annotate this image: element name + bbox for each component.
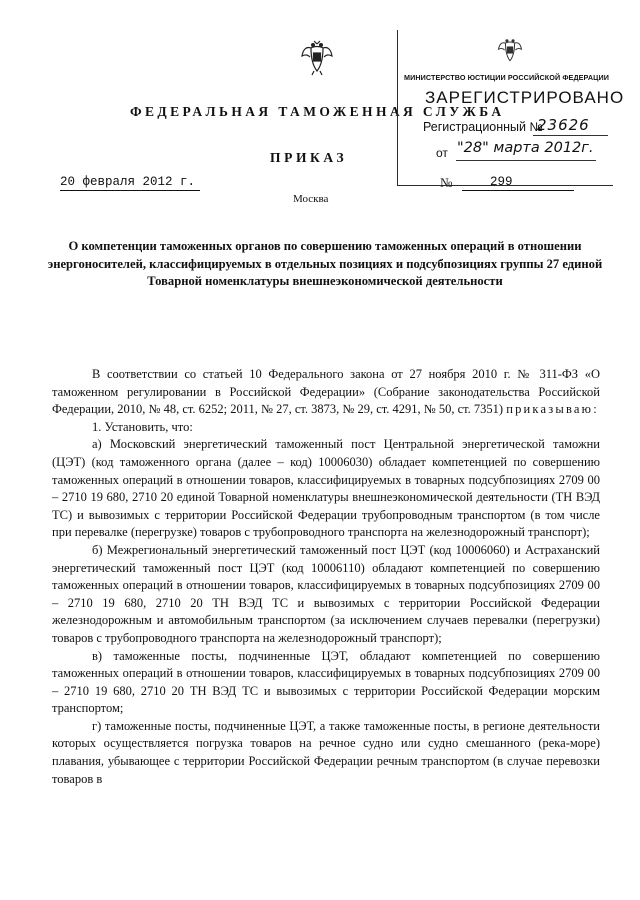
paragraph-1: 1. Установить, что: (92, 419, 193, 434)
date-underline (60, 190, 200, 191)
city: Москва (293, 193, 329, 205)
number-sign: № (440, 175, 453, 190)
document-title: О компетенции таможенных органов по совершению таможенных операций в отношении энергоносителей, классифицируемых в отдельных позициях и подсубпозициях группы 27 единой Товарной номенклатуры внешнеэкономической деятельности (47, 239, 603, 288)
stamp-date-prefix: от (436, 146, 448, 160)
russian-coat-of-arms-icon (497, 34, 523, 66)
paragraph-1b: б) Межрегиональный энергетический таможенный пост ЦЭТ (код 10006060) и Астраханский энергетический таможенный пост ЦЭТ (код 10006110) обладают компетенцией по совершению таможенных операций в отношении товаров, классифицируемых в товарных подсубпозициях 2709 00 – 2710 19 680, 2710 20 ТН ВЭД ТС и вывозимых с территории Российской Федерации железнодорожным и автомобильным транспортом (за исключением случаев перевалки (перегрузки) товаров с трубопроводного транспорта на железнодорожный транспорт); (52, 542, 600, 645)
stamp-number-underline (533, 135, 608, 136)
stamp-ministry: МИНИСТЕРСТВО ЮСТИЦИИ РОССИЙСКОЙ ФЕДЕРАЦИИ (404, 73, 609, 82)
paragraph-1c: в) таможенные посты, подчиненные ЦЭТ, обладают компетенцией по совершению таможенных операций в отношении товаров, классифицируемых в товарных подсубпозициях 2709 00 – 2710 19 680, 2710 20 ТН ВЭД ТС и вывозимых с территории Российской Федерации морским транспортом; (52, 648, 600, 716)
stamp-registration-number: 23626 (537, 116, 590, 134)
order-date: 20 февраля 2012 г. (60, 175, 196, 189)
russian-coat-of-arms-icon (300, 38, 334, 76)
paragraph-1d: г) таможенные посты, подчиненные ЦЭТ, а также таможенные посты, в регионе деятельности которых осуществляется погрузка товаров на речное судно или судно смешанного (река-море) плавания, убывающее с территории Российской Федерации речным транспортом (в случае перевозки товаров в (52, 718, 600, 786)
document-type: ПРИКАЗ (270, 150, 348, 165)
order-number: 299 (490, 175, 513, 189)
preamble-text: В соответствии со статьей 10 Федерального закона от 27 ноября 2010 г. № 311-ФЗ «О таможенном регулировании в Российской Федерации» (Собрание законодательства Российской Федерации, 2010, № 48, ст. 6252; 2011, № 27, ст. 3873, № 29, ст. 4291, № 50, ст. 7351) (52, 367, 600, 417)
document-body (52, 366, 600, 788)
stamp-registration-label: Регистрационный № (423, 120, 543, 134)
organization-title: ФЕДЕРАЛЬНАЯ ТАМОЖЕННАЯ СЛУЖБА (130, 104, 505, 119)
stamp-status: ЗАРЕГИСТРИРОВАНО (425, 88, 625, 107)
paragraph-1a: а) Московский энергетический таможенный пост Центральной энергетической таможни (ЦЭТ) (код таможенного органа (далее – код) 10006030) обладает компетенцией по совершению таможенных операций в отношении товаров, классифицируемых в товарных подсубпозициях 2709 00 – 2710 19 680, 2710 20 единой Товарной номенклатуры внешнеэкономической деятельности (ТН ВЭД ТС) и вывозимых с территории Российской Федерации трубопроводным транспортом (в том числе при перевалке (перегрузке) товаров с трубопроводного транспорта на железнодорожный транспорт); (52, 437, 600, 540)
paragraph-preamble (52, 366, 600, 419)
stamp-date-underline (456, 160, 596, 161)
preamble-command: приказываю: (506, 402, 599, 417)
number-underline (462, 190, 574, 191)
stamp-date: "28" марта 2012г. (457, 140, 594, 156)
